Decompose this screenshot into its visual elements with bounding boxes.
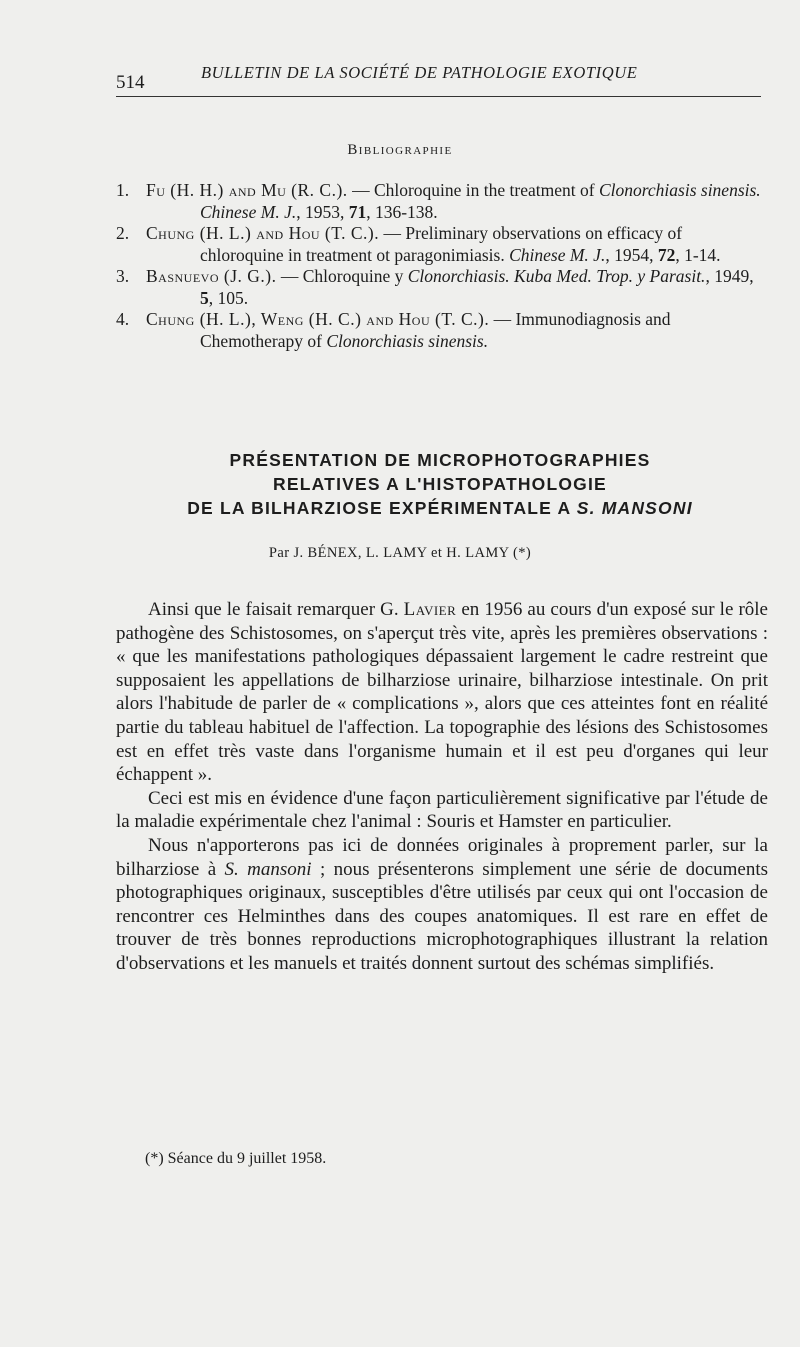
reference-item xyxy=(116,309,764,352)
article-title-text: DE LA BILHARZIOSE EXPÉRIMENTALE A xyxy=(187,498,577,518)
reference-volume: 71 xyxy=(348,201,367,222)
reference-pages: , 1-14. xyxy=(675,244,721,265)
paragraph xyxy=(116,598,768,787)
reference-item xyxy=(116,266,764,309)
reference-italic: Chinese M. J. xyxy=(509,244,606,265)
reference-text: Chloroquine y xyxy=(302,266,408,286)
reference-volume: 5 xyxy=(200,287,209,308)
footnote: (*) Séance du 9 juillet 1958. xyxy=(145,1150,327,1167)
reference-item xyxy=(116,223,764,266)
reference-italic: Clonorchiasis. Kuba Med. Trop. y Parasit. xyxy=(407,266,706,286)
reference-italic: Clonorchiasis sinensis. xyxy=(326,330,489,351)
running-title: BULLETIN DE LA SOCIÉTÉ DE PATHOLOGIE EXOTIQUE xyxy=(201,63,638,82)
reference-item xyxy=(116,180,764,223)
cited-author: Lavier xyxy=(403,599,457,620)
reference-italic: Clonorchiasis sinensis. Chinese M. J. xyxy=(200,180,761,222)
reference-number: 3. xyxy=(116,266,130,286)
reference-author: Basnuevo (J. G.). xyxy=(146,266,277,286)
paragraph-text: en 1956 au cours d'un exposé sur le rôle pathogène des Schistosomes, on s'aperçut très vite, après les premières observations : « que les manifestations pathologiques dépassaient largement le cadre restreint que supposaient les appellations de bilharziose urinaire, bilharziose intestinale. On prit alors l'habitude de parler de « complications », alors que ces atteintes font en réalité partie du tableau habituel de l'affection. La topographie des lésions des Schistosomes est en effet très vaste dans l'organisme humain et il est peu d'organes qui leur échappent ». xyxy=(116,599,768,786)
reference-number: 2. xyxy=(116,223,130,243)
reference-pages: , 136-138. xyxy=(366,201,438,222)
article-body xyxy=(116,598,768,976)
reference-author: Fu (H. H.) and Mu (R. C.). xyxy=(146,180,348,200)
reference-dash: — xyxy=(347,180,374,200)
reference-year: , 1953, xyxy=(296,201,349,222)
reference-pages: , 105. xyxy=(208,287,249,308)
species-name: S. mansoni xyxy=(224,858,312,880)
reference-author: Chung (H. L.), Weng (H. C.) and Hou (T. C.). xyxy=(146,309,490,329)
reference-dash: — xyxy=(379,223,406,243)
article-title-species: S. MANSONI xyxy=(576,498,693,518)
reference-text: Immunodiagnosis and Chemotherapy of xyxy=(200,309,671,351)
paragraph-text: Ainsi que le faisait remarquer G. xyxy=(148,599,404,620)
article-title-line: RELATIVES A L'HISTOPATHOLOGIE xyxy=(273,474,607,494)
reference-dash: — xyxy=(489,309,516,329)
bibliography-heading: Bibliographie xyxy=(347,142,453,158)
paragraph xyxy=(116,834,768,976)
paragraph-text: ; nous présenterons simplement une série de documents photographiques originaux, susceptibles d'être utilisés par ceux qui ont l'occasion de rencontrer ces Helminthes dans des coupes anatomiques. Il est rare en effet de trouver de très bonnes reproductions microphotographiques illustrant la relation d'observations et les manuels et traités donnent surtout des schémas simplifiés. xyxy=(116,858,768,974)
reference-volume: 72 xyxy=(657,244,676,265)
reference-year: , 1949, xyxy=(705,266,754,286)
reference-text: Chloroquine in the treatment of xyxy=(373,180,599,200)
reference-number: 1. xyxy=(116,180,130,200)
reference-number: 4. xyxy=(116,309,130,329)
reference-list xyxy=(116,180,764,352)
page-header xyxy=(116,60,761,97)
reference-text: Preliminary observations on efficacy of chloroquine in treatment ot paragonimiasis. xyxy=(200,223,683,265)
reference-year: , 1954, xyxy=(605,244,658,265)
paragraph-text: Nous n'apporterons pas ici de données originales à proprement parler, sur la bilharziose à xyxy=(116,834,768,880)
article-authors: Par J. BÉNEX, L. LAMY et H. LAMY (*) xyxy=(268,545,532,561)
article-title xyxy=(130,448,750,520)
paragraph: Ceci est mis en évidence d'une façon particulièrement significative par l'étude de la maladie expérimentale chez l'animal : Souris et Hamster en particulier. xyxy=(116,787,768,833)
reference-author: Chung (H. L.) and Hou (T. C.). xyxy=(146,223,380,243)
reference-dash: — xyxy=(276,266,303,286)
page-number: 514 xyxy=(116,72,145,93)
article-title-line: PRÉSENTATION DE MICROPHOTOGRAPHIES xyxy=(229,450,651,470)
article-title-line xyxy=(130,496,750,520)
